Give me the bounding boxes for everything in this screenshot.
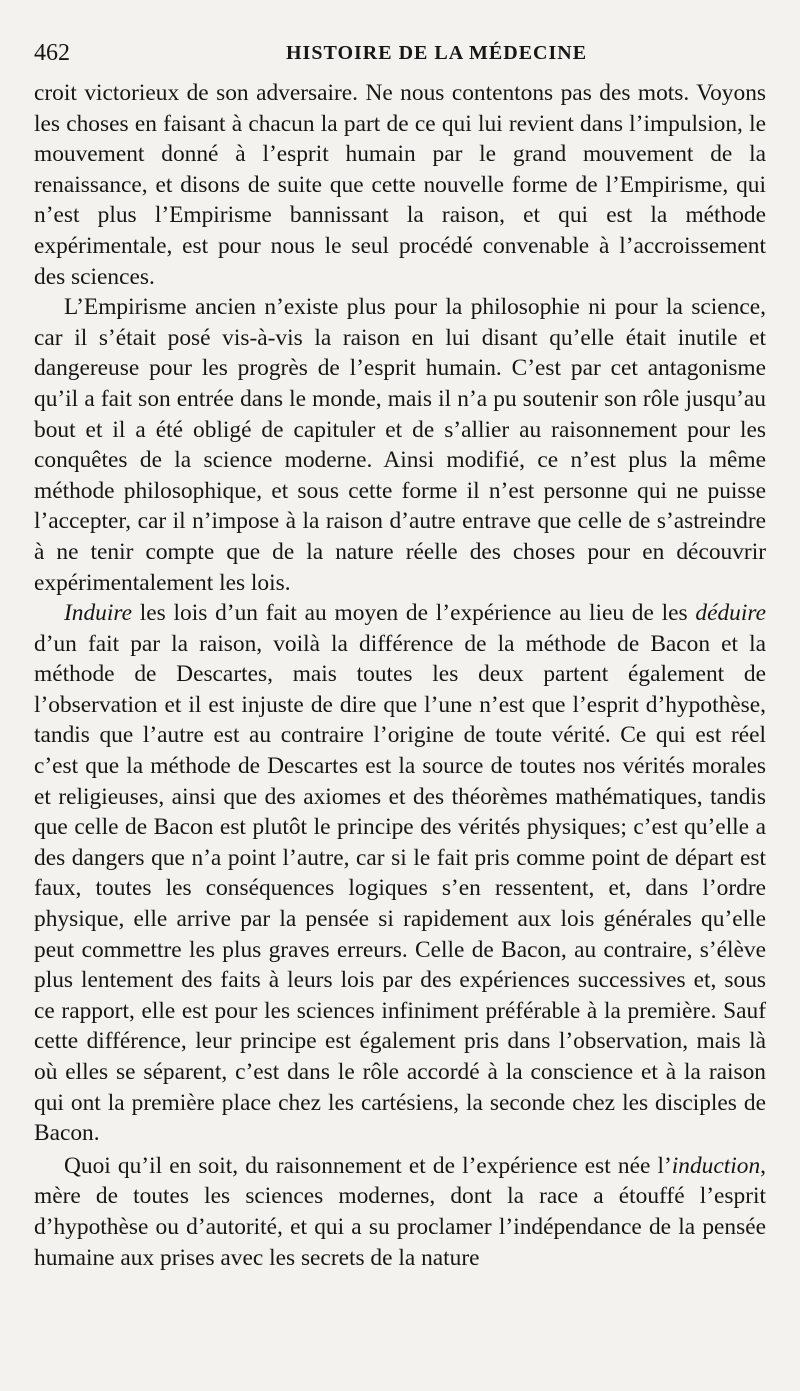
paragraph-3-text-b: d’un fait par la raison, voilà la différence de la méthode de Bacon et la méthode de Descartes, mais toutes les deux partent également de l’observation et il est injuste de dire que l’une n’est que l’esprit d’hypothèse, tandis que l’autre est au contraire l’origine de toute vérité. Ce qui est réel c’est que la méthode de Descartes est la source de toutes nos vérités morales et religieuses, ainsi que des axiomes et des théorèmes mathématiques, tandis que celle de Bacon est plutôt le principe des vérités physiques; c’est qu’elle a des dangers que n’a point l’autre, car si le fait pris comme point de départ est faux, toutes les conséquences logiques s’en ressentent, et, dans l’ordre physique, elle arrive par la pensée si rapidement aux lois générales qu’elle peut commettre les plus graves erreurs. Celle de Bacon, au contraire, s’élève plus lentement des faits à leurs lois par des expériences successives et, sous ce rapport, elle est pour les sciences infiniment préférable à la première. Sauf cette différence, leur principe est également pris dans l’observation, mais là où elles se séparent, c’est dans le rôle accordé à la conscience et à la raison qui ont la première place chez les cartésiens, la seconde chez les disciples de Bacon.	[34, 630, 766, 1147]
italic-term-induction: induction	[671, 1152, 761, 1179]
paragraph-3	[34, 598, 766, 1149]
paragraph-1	[34, 78, 766, 292]
italic-term-induire: Induire	[64, 600, 132, 627]
book-page	[34, 38, 766, 1273]
paragraph-2	[34, 292, 766, 598]
paragraph-4	[34, 1151, 766, 1273]
running-head: HISTOIRE DE LA MÉDECINE	[286, 42, 588, 64]
paragraph-4-text-a: Quoi qu’il en soit, du raisonnement et de l’expérience est née l’	[64, 1152, 672, 1179]
paragraph-3-text-a: les lois d’un fait au moyen de l’expérience au lieu de les	[132, 600, 696, 627]
page-number: 462	[34, 40, 70, 66]
body-text	[34, 78, 766, 1273]
paragraph-4-text-b: , mère de toutes les sciences modernes, dont la race a étouffé l’esprit d’hypothèse ou d’autorité, et qui a su proclamer l’indépendance de la pensée humaine aux prises avec les secrets de la nature	[34, 1152, 766, 1271]
italic-term-deduire: déduire	[695, 600, 766, 627]
paragraph-2-text: L’Empirisme ancien n’existe plus pour la philosophie ni pour la science, car il s’était posé vis-à-vis la raison en lui disant qu’elle était inutile et dangereuse pour les progrès de l’esprit humain. C’est par cet antagonisme qu’il a fait son entrée dans le monde, mais il n’a pu soutenir son rôle jusqu’au bout et il a été obligé de capituler et de s’allier au raisonnement pour les conquêtes de la science moderne. Ainsi modifié, ce n’est plus la même méthode philosophique, et sous cette forme il n’est personne qui ne puisse l’accepter, car il n’impose à la raison d’autre entrave que celle de s’astreindre à ne tenir compte que de la nature réelle des choses pour en découvrir expérimentalement les lois.	[34, 294, 766, 596]
page-header	[34, 38, 766, 78]
paragraph-1-text: croit victorieux de son adversaire. Ne nous contentons pas des mots. Voyons les choses en faisant à chacun la part de ce qui lui revient dans l’impulsion, le mouvement donné à l’esprit humain par le grand mouvement de la renaissance, et disons de suite que cette nouvelle forme de l’Empirisme, qui n’est plus l’Empirisme bannissant la raison, et qui est la méthode expérimentale, est pour nous le seul procédé convenable à l’accroissement des sciences.	[34, 80, 766, 290]
